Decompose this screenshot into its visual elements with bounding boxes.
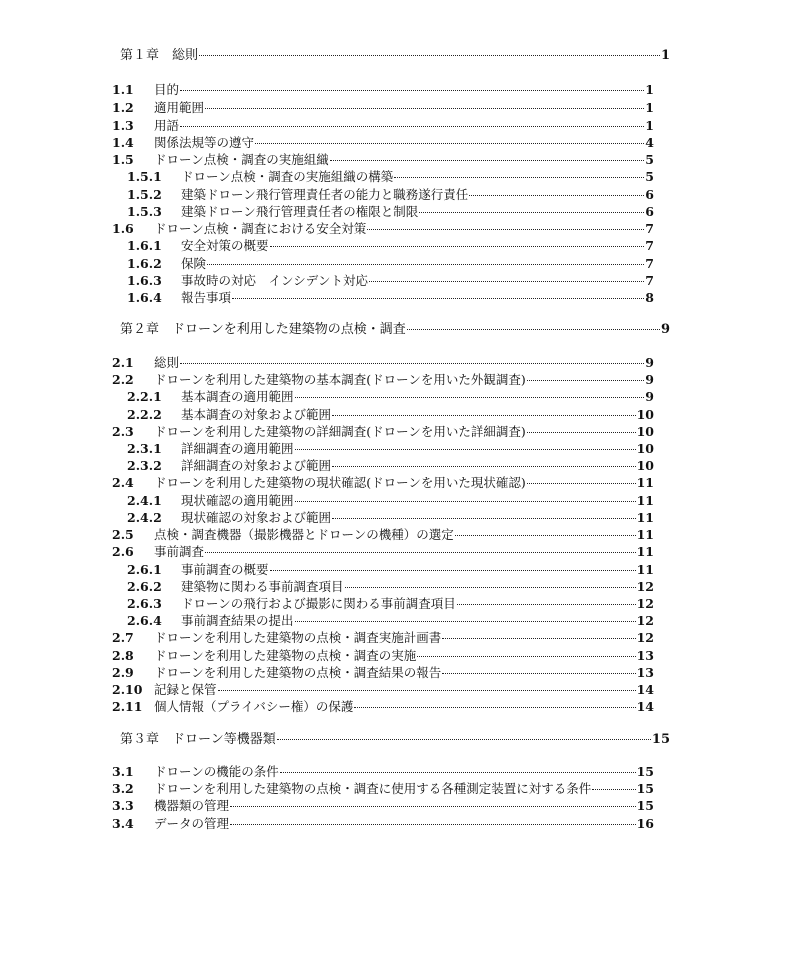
toc-entry-number: 2.9 <box>112 665 134 680</box>
toc-entry-page-number: 1 <box>645 100 654 115</box>
toc-entry-title: ドローン点検・調査の実施組織の構築 <box>181 169 394 184</box>
dot-leader <box>295 449 636 450</box>
toc-entry-title: 事故時の対応 インシデント対応 <box>181 273 368 288</box>
dot-leader <box>442 638 635 639</box>
toc-entry-title: 建築ドローン飛行管理責任者の能力と職務遂行責任 <box>181 187 469 202</box>
toc-entry-page-number: 15 <box>651 732 670 747</box>
toc-chapter-entry[interactable] <box>112 47 670 65</box>
dot-leader <box>332 415 636 416</box>
toc-entry-page-number: 15 <box>636 798 654 813</box>
toc-entry-title: ドローンを利用した建築物の現状確認(ドローンを用いた現状確認) <box>154 475 526 490</box>
toc-entry[interactable] <box>112 763 654 781</box>
toc-entry-title: 事前調査結果の提出 <box>181 613 294 628</box>
dot-leader <box>230 806 636 807</box>
toc-entry-number: 1.6.1 <box>127 238 162 253</box>
toc-entry-page-number: 9 <box>660 322 670 337</box>
toc-entry-number: 2.3.1 <box>127 441 162 456</box>
toc-entry-page-number: 12 <box>636 596 654 611</box>
toc-entry-number: 1.2 <box>112 100 134 115</box>
toc-entry-title: 記録と保管 <box>154 682 217 697</box>
toc-entry-page-number: 6 <box>645 204 654 219</box>
dot-leader <box>280 772 636 773</box>
toc-entry[interactable] <box>127 612 654 630</box>
toc-entry-page-number: 11 <box>636 562 654 577</box>
dot-leader <box>199 55 660 56</box>
dot-leader <box>455 535 636 536</box>
toc-entry-number: 1.5.2 <box>127 187 162 202</box>
toc-entry-title: 建築物に関わる事前調査項目 <box>181 579 344 594</box>
toc-entry[interactable] <box>112 698 654 716</box>
toc-entry-title: ドローン点検・調査における安全対策 <box>154 221 367 236</box>
toc-entry-title: 詳細調査の対象および範囲 <box>181 458 332 473</box>
dot-leader <box>330 160 645 161</box>
dot-leader <box>270 570 636 571</box>
dot-leader <box>230 824 636 825</box>
toc-entry-title: 第１章 総則 <box>120 48 199 63</box>
toc-entry-number: 2.3 <box>112 424 134 439</box>
toc-entry-title: ドローンを利用した建築物の点検・調査の実施 <box>154 648 417 663</box>
toc-entry-number: 2.3.2 <box>127 458 162 473</box>
toc-entry-number: 3.4 <box>112 816 134 831</box>
toc-entry-number: 1.3 <box>112 118 134 133</box>
toc-entry[interactable] <box>112 629 654 647</box>
toc-entry-page-number: 14 <box>636 682 654 697</box>
toc-entry[interactable] <box>127 272 654 290</box>
toc-entry-number: 1.5.3 <box>127 204 162 219</box>
toc-entry-title: 事前調査 <box>154 544 205 559</box>
toc-entry[interactable] <box>127 168 654 186</box>
toc-entry-title: 報告事項 <box>181 290 232 305</box>
toc-entry-page-number: 7 <box>645 238 654 253</box>
dot-leader <box>255 143 644 144</box>
toc-entry-page-number: 7 <box>645 256 654 271</box>
dot-leader <box>527 380 645 381</box>
dot-leader <box>205 108 644 109</box>
toc-entry[interactable] <box>112 151 654 169</box>
toc-entry-title: 建築ドローン飛行管理責任者の権限と制限 <box>181 204 419 219</box>
toc-entry[interactable] <box>112 354 654 372</box>
toc-entry-page-number: 12 <box>636 630 654 645</box>
toc-entry-number: 1.5.1 <box>127 169 162 184</box>
dot-leader <box>332 518 636 519</box>
toc-entry[interactable] <box>127 289 654 307</box>
toc-entry-title: ドローンを利用した建築物の詳細調査(ドローンを用いた詳細調査) <box>154 424 526 439</box>
toc-entry-page-number: 9 <box>645 389 654 404</box>
toc-entry-number: 2.6.2 <box>127 579 162 594</box>
toc-entry-number: 2.6.3 <box>127 596 162 611</box>
dot-leader <box>394 177 644 178</box>
toc-entry[interactable] <box>127 203 654 221</box>
toc-entry-page-number: 11 <box>636 544 654 559</box>
dot-leader <box>218 690 636 691</box>
toc-entry-title: 基本調査の適用範囲 <box>181 389 294 404</box>
toc-entry-title: ドローンの飛行および撮影に関わる事前調査項目 <box>181 596 456 611</box>
toc-entry-title: 現状確認の適用範囲 <box>181 493 294 508</box>
toc-entry-number: 2.8 <box>112 648 134 663</box>
toc-entry[interactable] <box>127 186 654 204</box>
toc-entry-page-number: 13 <box>636 665 654 680</box>
dot-leader <box>295 621 636 622</box>
dot-leader <box>207 264 644 265</box>
toc-entry-number: 3.3 <box>112 798 134 813</box>
dot-leader <box>469 195 644 196</box>
toc-chapter-entry[interactable] <box>112 321 670 339</box>
toc-entry[interactable] <box>127 595 654 613</box>
toc-entry[interactable] <box>127 509 654 527</box>
toc-entry[interactable] <box>127 578 654 596</box>
toc-entry-number: 2.2 <box>112 372 134 387</box>
dot-leader <box>270 246 645 247</box>
toc-entry-page-number: 6 <box>645 187 654 202</box>
dot-leader <box>180 90 644 91</box>
dot-leader <box>232 298 644 299</box>
toc-entry-page-number: 12 <box>636 613 654 628</box>
toc-entry-number: 2.2.1 <box>127 389 162 404</box>
toc-entry-page-number: 7 <box>645 273 654 288</box>
dot-leader <box>407 329 660 330</box>
dot-leader <box>332 466 636 467</box>
toc-entry-title: 関係法規等の遵守 <box>154 135 255 150</box>
dot-leader <box>180 363 644 364</box>
toc-entry[interactable] <box>127 457 654 475</box>
toc-entry-number: 2.4.1 <box>127 493 162 508</box>
toc-entry-page-number: 4 <box>645 135 654 150</box>
toc-entry-title: 事前調査の概要 <box>181 562 269 577</box>
toc-entry-number: 1.6.4 <box>127 290 162 305</box>
toc-entry[interactable] <box>112 220 654 238</box>
toc-entry-title: 機器類の管理 <box>154 798 230 813</box>
dot-leader <box>527 432 636 433</box>
toc-entry-number: 1.6.2 <box>127 256 162 271</box>
toc-entry[interactable] <box>112 664 654 682</box>
toc-entry[interactable] <box>127 561 654 579</box>
toc-entry-title: ドローンの機能の条件 <box>154 764 279 779</box>
dot-leader <box>592 789 635 790</box>
toc-entry-title: 詳細調査の適用範囲 <box>181 441 294 456</box>
toc-entry-title: ドローンを利用した建築物の基本調査(ドローンを用いた外観調査) <box>154 372 526 387</box>
toc-entry-page-number: 5 <box>645 152 654 167</box>
toc-entry-number: 2.6.1 <box>127 562 162 577</box>
toc-entry[interactable] <box>112 647 654 665</box>
toc-entry-number: 2.2.2 <box>127 407 162 422</box>
toc-entry[interactable] <box>112 780 654 798</box>
toc-entry[interactable] <box>127 406 654 424</box>
toc-entry-page-number: 1 <box>645 118 654 133</box>
toc-entry-page-number: 9 <box>645 372 654 387</box>
toc-entry-page-number: 1 <box>660 48 670 63</box>
toc-entry[interactable] <box>112 543 654 561</box>
toc-entry-page-number: 11 <box>636 527 654 542</box>
dot-leader <box>205 552 636 553</box>
toc-entry-number: 2.4.2 <box>127 510 162 525</box>
toc-entry-number: 2.6 <box>112 544 134 559</box>
toc-entry-page-number: 12 <box>636 579 654 594</box>
toc-entry[interactable] <box>127 255 654 273</box>
toc-entry-title: データの管理 <box>154 816 230 831</box>
toc-entry[interactable] <box>112 134 654 152</box>
toc-entry-number: 1.1 <box>112 82 134 97</box>
toc-entry-number: 1.5 <box>112 152 134 167</box>
toc-entry-number: 2.1 <box>112 355 134 370</box>
toc-entry-title: 点検・調査機器（撮影機器とドローンの機種）の選定 <box>154 527 454 542</box>
toc-entry-number: 3.2 <box>112 781 134 796</box>
dot-leader <box>369 281 644 282</box>
toc-entry[interactable] <box>112 423 654 441</box>
toc-entry-number: 2.10 <box>112 682 143 697</box>
toc-entry-page-number: 9 <box>645 355 654 370</box>
toc-entry[interactable] <box>112 815 654 833</box>
toc-entry-title: ドローンを利用した建築物の点検・調査結果の報告 <box>154 665 442 680</box>
toc-entry-page-number: 10 <box>636 458 654 473</box>
toc-entry-number: 3.1 <box>112 764 134 779</box>
toc-entry-title: 第３章 ドローン等機器類 <box>120 732 276 747</box>
toc-entry[interactable] <box>112 117 654 135</box>
toc-entry-title: 適用範囲 <box>154 100 205 115</box>
toc-entry-page-number: 14 <box>636 699 654 714</box>
toc-entry-number: 1.6.3 <box>127 273 162 288</box>
dot-leader <box>295 501 636 502</box>
toc-entry-number: 2.6.4 <box>127 613 162 628</box>
toc-entry-title: 目的 <box>154 82 180 97</box>
toc-entry[interactable] <box>112 797 654 815</box>
toc-entry-number: 2.4 <box>112 475 134 490</box>
toc-entry-title: 第２章 ドローンを利用した建築物の点検・調査 <box>120 322 406 337</box>
dot-leader <box>417 656 635 657</box>
dot-leader <box>277 739 651 740</box>
toc-entry-title: 安全対策の概要 <box>181 238 269 253</box>
toc-entry-page-number: 11 <box>636 475 654 490</box>
toc-entry-page-number: 10 <box>636 424 654 439</box>
toc-entry-page-number: 13 <box>636 648 654 663</box>
toc-entry-page-number: 10 <box>636 441 654 456</box>
toc-entry-page-number: 11 <box>636 493 654 508</box>
toc-entry[interactable] <box>127 237 654 255</box>
toc-entry-page-number: 8 <box>645 290 654 305</box>
toc-entry-number: 2.5 <box>112 527 134 542</box>
dot-leader <box>419 212 644 213</box>
toc-entry-title: ドローン点検・調査の実施組織 <box>154 152 329 167</box>
toc-entry-title: ドローンを利用した建築物の点検・調査実施計画書 <box>154 630 442 645</box>
toc-entry[interactable] <box>112 99 654 117</box>
dot-leader <box>345 587 636 588</box>
toc-entry-title: 現状確認の対象および範囲 <box>181 510 332 525</box>
toc-entry-title: 保険 <box>181 256 207 271</box>
toc-entry[interactable] <box>112 371 654 389</box>
toc-entry-page-number: 1 <box>645 82 654 97</box>
toc-entry[interactable] <box>112 681 654 699</box>
toc-entry[interactable] <box>112 474 654 492</box>
toc-entry-page-number: 15 <box>636 781 654 796</box>
toc-entry-title: ドローンを利用した建築物の点検・調査に使用する各種測定装置に対する条件 <box>154 781 592 796</box>
dot-leader <box>367 229 644 230</box>
toc-entry-number: 1.6 <box>112 221 134 236</box>
toc-entry[interactable] <box>127 388 654 406</box>
dot-leader <box>180 126 644 127</box>
toc-entry-page-number: 16 <box>636 816 654 831</box>
toc-entry-title: 総則 <box>154 355 180 370</box>
toc-entry-page-number: 11 <box>636 510 654 525</box>
dot-leader <box>295 397 645 398</box>
toc-entry-title: 基本調査の対象および範囲 <box>181 407 332 422</box>
dot-leader <box>527 483 636 484</box>
toc-entry-title: 個人情報（プライバシー権）の保護 <box>154 699 354 714</box>
toc-entry[interactable] <box>112 526 654 544</box>
toc-entry[interactable] <box>112 81 654 99</box>
toc-entry[interactable] <box>127 492 654 510</box>
toc-entry-page-number: 5 <box>645 169 654 184</box>
toc-entry-page-number: 7 <box>645 221 654 236</box>
toc-entry-page-number: 15 <box>636 764 654 779</box>
toc-entry-number: 2.11 <box>112 699 143 714</box>
toc-entry-number: 2.7 <box>112 630 134 645</box>
toc-chapter-entry[interactable] <box>112 731 670 749</box>
toc-entry-page-number: 10 <box>636 407 654 422</box>
dot-leader <box>354 707 635 708</box>
toc-entry-number: 1.4 <box>112 135 134 150</box>
toc-entry[interactable] <box>127 440 654 458</box>
toc-entry-title: 用語 <box>154 118 180 133</box>
dot-leader <box>457 604 636 605</box>
dot-leader <box>442 673 635 674</box>
